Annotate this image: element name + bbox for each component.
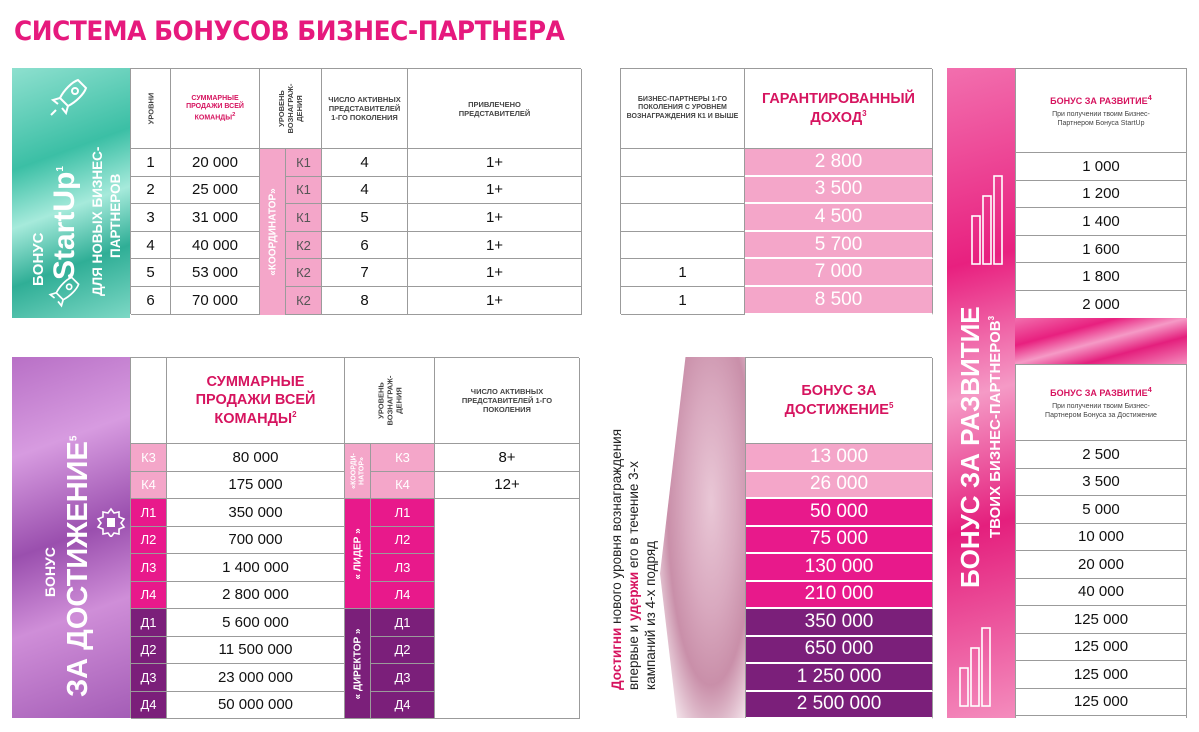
achievement-note: Достигни нового уровня вознаграждения впервые и удержи его в течение 3-х кампаний из 4-х подряд [609,429,658,690]
startup-active-cell: 4 [322,177,408,205]
achievement-reward-cell: Д1 [371,609,435,637]
development-bottom-value: 3 500 [1016,469,1187,497]
development-banner-line1: БОНУС ЗА РАЗВИТИЕ [955,306,985,588]
achievement-bonus-cell: 650 000 [746,637,933,665]
achievement-bonus-cell: 130 000 [746,554,933,582]
startup-active-cell: 8 [322,287,408,315]
development-bottom-value: 125 000 [1016,661,1187,689]
development-top-table [1015,68,1187,318]
header-partners-k1: БИЗНЕС-ПАРТНЕРЫ 1-ГО ПОКОЛЕНИЯ С УРОВНЕМ ВОЗНАГРАЖДЕНИЯ К1 И ВЫШЕ [621,69,745,149]
achievement-bonus-cell: 50 000 [746,499,933,527]
startup-reward-cell: К1 [286,204,322,232]
achievement-bonus-cell: 26 000 [746,472,933,500]
achievement-reward-cell: Л2 [371,527,435,555]
achievement-sales-cell: 2 800 000 [167,582,345,610]
startup-banner-line2: StartUp$^1$ [48,166,81,280]
group-director: « ДИРЕКТОР » [345,609,371,719]
growth-stairs-bottom-icon [957,608,997,708]
coordinator-group-label: «КООРДИНАТОР» [260,149,286,315]
startup-banner-line3: ДЛЯ НОВЫХ БИЗНЕС- [90,146,105,296]
guaranteed-table [620,68,932,314]
header-guaranteed: ГАРАНТИРОВАННЫЙ ДОХОД$^3$ [745,69,933,149]
development-bottom-value: 10 000 [1016,524,1187,552]
development-bottom-value: 125 000 [1016,606,1187,634]
partners-k1-cell: 1 [621,287,745,315]
development-banner [947,68,1015,718]
startup-sales-cell: 31 000 [171,204,260,232]
achievement-bonus-cell: 2 500 000 [746,692,933,720]
startup-attracted-cell: 1+ [408,232,582,260]
header-empty [131,358,167,444]
achievement-level-cell: Д4 [131,692,167,720]
startup-active-cell: 5 [322,204,408,232]
page-title: СИСТЕМА БОНУСОВ БИЗНЕС-ПАРТНЕРА [14,16,565,47]
header-achievement-active: ЧИСЛО АКТИВНЫХ ПРЕДСТАВИТЕЛЕЙ 1-ГО ПОКОЛЕНИЯ [435,358,580,444]
achievement-active-cell: 8+ [435,444,580,472]
guaranteed-income-cell: 4 500 [745,204,933,232]
startup-banner [12,68,130,318]
achievement-bonus-table [745,357,932,718]
header-achievement-sales: СУММАРНЫЕ ПРОДАЖИ ВСЕЙ КОМАНДЫ$^2$ [167,358,345,444]
partners-k1-cell [621,177,745,205]
group-coordinator: «КООРДИ-НАТОР» [345,444,371,499]
achievement-reward-cell: Д4 [371,692,435,720]
achievement-bonus-cell: 350 000 [746,609,933,637]
development-bottom-value: 20 000 [1016,551,1187,579]
startup-attracted-cell: 1+ [408,149,582,177]
development-divider [1015,318,1187,364]
development-top-value: 1 000 [1016,153,1187,181]
startup-banner-line4: ПАРТНЕРОВ [108,173,123,258]
achievement-sales-cell: 1 400 000 [167,554,345,582]
startup-active-cell: 4 [322,149,408,177]
growth-stairs-icon [969,156,1009,266]
startup-active-cell: 7 [322,259,408,287]
header-sales: СУММАРНЫЕ ПРОДАЖИ ВСЕЙ КОМАНДЫ$^2$ [171,69,260,149]
startup-reward-cell: К1 [286,149,322,177]
header-achievement-reward: УРОВЕНЬ ВОЗНАГРАЖ-ДЕНИЯ [345,358,435,444]
guaranteed-income-cell: 3 500 [745,177,933,205]
startup-banner-line1: БОНУС [30,232,47,286]
development-bottom-value: 2 500 [1016,441,1187,469]
achievement-reward-cell: Д2 [371,637,435,665]
header-achievement-bonus: БОНУС ЗА ДОСТИЖЕНИЕ$^5$ [746,358,933,444]
medal-icon [96,507,126,537]
achievement-bonus-cell: 210 000 [746,582,933,610]
startup-level-cell: 4 [131,232,171,260]
achievement-level-cell: К3 [131,444,167,472]
startup-table [130,68,581,314]
partners-k1-cell [621,204,745,232]
achievement-reward-cell: К4 [371,472,435,500]
startup-reward-cell: К2 [286,287,322,315]
startup-attracted-cell: 1+ [408,259,582,287]
group-leader: « ЛИДЕР » [345,499,371,609]
achievement-reward-cell: Д3 [371,664,435,692]
achievement-active-cell: 12+ [435,472,580,500]
startup-sales-cell: 70 000 [171,287,260,315]
achievement-bonus-cell: 1 250 000 [746,664,933,692]
startup-attracted-cell: 1+ [408,177,582,205]
guaranteed-income-cell: 7 000 [745,259,933,287]
startup-reward-cell: К2 [286,259,322,287]
achievement-bonus-cell: 75 000 [746,527,933,555]
achievement-level-cell: Л4 [131,582,167,610]
startup-level-cell: 6 [131,287,171,315]
startup-sales-cell: 25 000 [171,177,260,205]
achievement-reward-cell: К3 [371,444,435,472]
achievement-active-empty [435,499,580,719]
achievement-table [130,357,579,718]
development-bottom-value: 125 000 [1016,634,1187,662]
guaranteed-income-cell: 5 700 [745,232,933,260]
achievement-level-cell: Д1 [131,609,167,637]
startup-reward-cell: К1 [286,177,322,205]
achievement-sales-cell: 50 000 000 [167,692,345,720]
partners-k1-cell: 1 [621,259,745,287]
startup-level-cell: 5 [131,259,171,287]
header-attracted: ПРИВЛЕЧЕНО ПРЕДСТАВИТЕЛЕЙ [408,69,582,149]
development-bottom-value: 5 000 [1016,496,1187,524]
development-banner-line2: ТВОИХ БИЗНЕС-ПАРТНЕРОВ$^3$ [987,315,1004,538]
achievement-sales-cell: 5 600 000 [167,609,345,637]
header-active-reps: ЧИСЛО АКТИВНЫХ ПРЕДСТАВИТЕЛЕЙ 1-ГО ПОКОЛЕНИЯ [322,69,408,149]
development-top-value: 1 200 [1016,181,1187,209]
startup-attracted-cell: 1+ [408,287,582,315]
development-top-header: БОНУС ЗА РАЗВИТИЕ$^4$ При получении твоим Бизнес-Партнером Бонуса StartUp [1016,69,1187,153]
achievement-sales-cell: 700 000 [167,527,345,555]
achievement-level-cell: Л1 [131,499,167,527]
header-reward-level: УРОВЕНЬ ВОЗНАГРАЖ-ДЕНИЯ [260,69,322,149]
achievement-banner-line2: ЗА ДОСТИЖЕНИЕ$^5$ [62,435,94,697]
achievement-reward-cell: Л3 [371,554,435,582]
achievement-reward-cell: Л4 [371,582,435,610]
achievement-level-cell: Л3 [131,554,167,582]
startup-sales-cell: 40 000 [171,232,260,260]
achievement-banner-line1: БОНУС [42,547,58,597]
achievement-sales-cell: 80 000 [167,444,345,472]
achievement-sales-cell: 23 000 000 [167,664,345,692]
startup-active-cell: 6 [322,232,408,260]
achievement-level-cell: Д3 [131,664,167,692]
startup-level-cell: 3 [131,204,171,232]
development-top-value: 1 600 [1016,236,1187,264]
partners-k1-cell [621,149,745,177]
guaranteed-income-cell: 2 800 [745,149,933,177]
achievement-sales-cell: 350 000 [167,499,345,527]
achievement-sales-cell: 11 500 000 [167,637,345,665]
development-bottom-value: 125 000 [1016,689,1187,717]
achievement-level-cell: К4 [131,472,167,500]
guaranteed-income-cell: 8 500 [745,287,933,315]
startup-level-cell: 1 [131,149,171,177]
partners-k1-cell [621,232,745,260]
achievement-bonus-cell: 13 000 [746,444,933,472]
achievement-reward-cell: Л1 [371,499,435,527]
startup-attracted-cell: 1+ [408,204,582,232]
achievement-banner [12,357,130,718]
startup-level-cell: 2 [131,177,171,205]
development-top-value: 1 800 [1016,263,1187,291]
achievement-level-cell: Л2 [131,527,167,555]
development-bottom-value: 40 000 [1016,579,1187,607]
development-top-value: 2 000 [1016,291,1187,319]
achievement-level-cell: Д2 [131,637,167,665]
startup-reward-cell: К2 [286,232,322,260]
development-bottom-header: БОНУС ЗА РАЗВИТИЕ$^4$ При получении твоим Бизнес-Партнером Бонуса за Достижение [1016,365,1187,441]
achievement-sales-cell: 175 000 [167,472,345,500]
startup-sales-cell: 20 000 [171,149,260,177]
rocket-icon [48,76,90,118]
startup-sales-cell: 53 000 [171,259,260,287]
development-bottom-table [1015,364,1187,718]
header-levels: УРОВНИ [131,69,171,149]
development-top-value: 1 400 [1016,208,1187,236]
